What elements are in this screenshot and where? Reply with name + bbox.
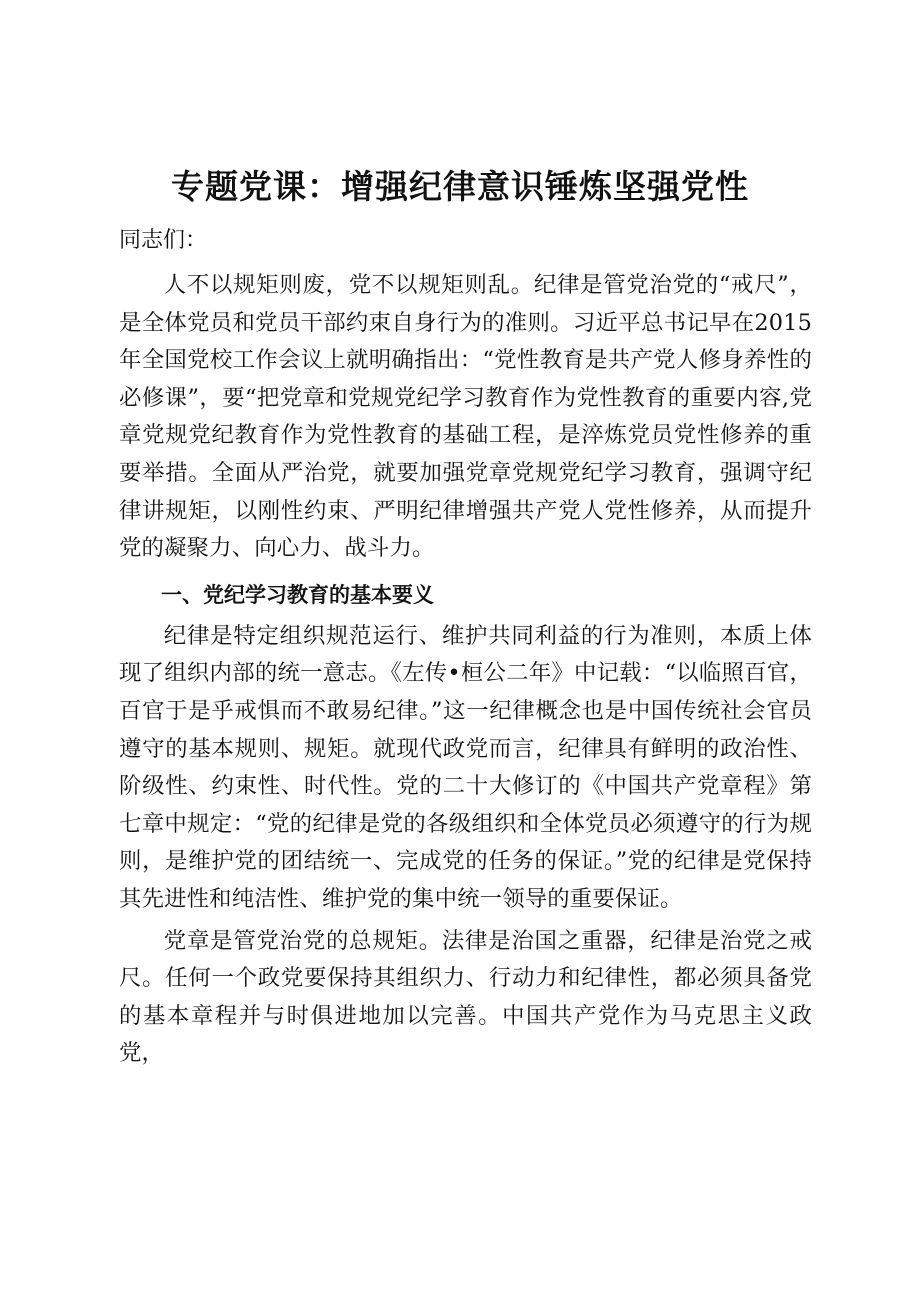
- section-paragraph: 党章是管党治党的总规矩。法律是治国之重器，纪律是治党之戒尺。任何一个政党要保持其组织力、行动力和纪律性，都必须具备党的基本章程并与时俱进地加以完善。中国共产党作为马克思主义政党，: [119, 927, 812, 1067]
- document-body: [119, 222, 812, 1073]
- document-title: 专题党课：增强纪律意识锤炼坚强党性: [171, 167, 749, 206]
- section-heading: 一、党纪学习教育的基本要义: [161, 582, 434, 607]
- section-paragraph: 纪律是特定组织规范运行、维护共同利益的行为准则，本质上体现了组织内部的统一意志。《左传•桓公二年》中记载：“以临照百官，百官于是乎戒惧而不敢易纪律。”这一纪律概念也是中国传统社会官员遵守的基本规则、规矩。就现代政党而言，纪律具有鲜明的政治性、阶级性、约束性、时代性。党的二十大修订的《中国共产党章程》第七章中规定：“党的纪律是党的各级组织和全体党员必须遵守的行为规则，是维护党的团结统一、完成党的任务的保证。”党的纪律是党保持其先进性和纯洁性、维护党的集中统一领导的重要保证。: [119, 622, 812, 912]
- intro-paragraph: 人不以规矩则废，党不以规矩则乱。纪律是管党治党的“戒尺”，是全体党员和党员干部约束自身行为的准则。习近平总书记早在2015年全国党校工作会议上就明确指出：“党性教育是共产党人修身养性的必修课”，要“把党章和党规党纪学习教育作为党性教育的重要内容,党章党规党纪教育作为党性教育的基础工程，是淬炼党员党性修养的重要举措。全面从严治党，就要加强党章党规党纪学习教育，强调守纪律讲规矩，以刚性约束、严明纪律增强共产党人党性修养，从而提升党的凝聚力、向心力、战斗力。: [119, 272, 812, 562]
- salutation: 同志们：: [119, 228, 208, 253]
